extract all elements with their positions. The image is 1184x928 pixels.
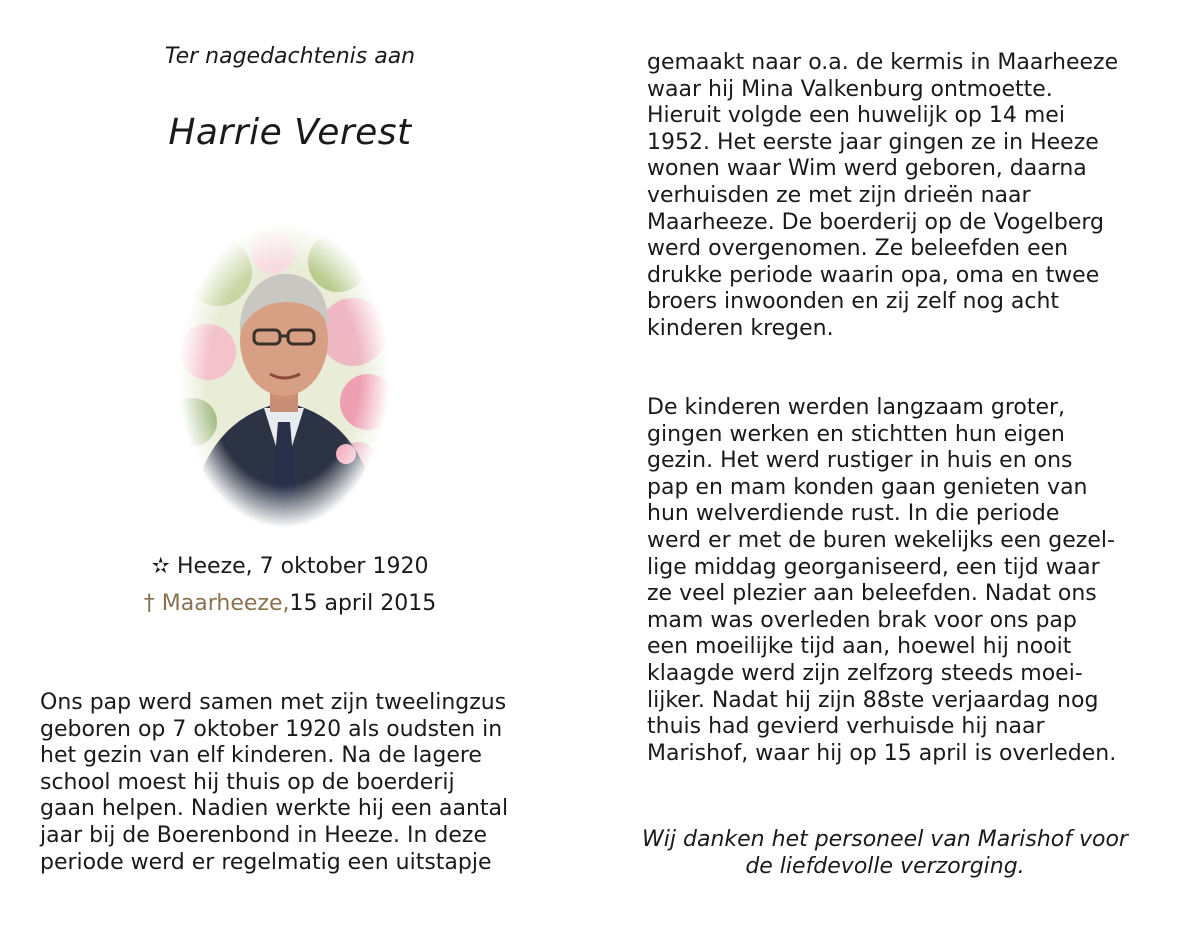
star-icon: ✫ <box>151 554 170 579</box>
deceased-name: Harrie Verest <box>168 112 412 153</box>
bio-line: jaar bij de Boerenbond in Heeze. In deze <box>40 822 487 848</box>
portrait-photo <box>178 222 390 528</box>
bio-line: werd overgenomen. Ze beleefden een <box>647 236 1069 262</box>
bio-line: gingen werken en stichtten hun eigen <box>647 421 1065 447</box>
bio-line: school moest hij thuis op de boerderij <box>40 769 455 795</box>
bio-line: pap en mam konden gaan genieten van <box>647 474 1088 500</box>
bio-line: lijker. Nadat hij zijn 88ste verjaardag nog <box>647 687 1099 713</box>
bio-line: geboren op 7 oktober 1920 als oudsten in <box>40 716 503 742</box>
bio-line: lige middag georganiseerd, een tijd waar <box>647 554 1100 580</box>
thanks-note <box>620 826 1150 880</box>
bio-line: Hieruit volgde een huwelijk op 14 mei <box>647 103 1065 129</box>
bio-line: gemaakt naar o.a. de kermis in Maarheeze <box>647 50 1119 75</box>
bio-line: ze veel plezier aan beleefden. Nadat ons <box>647 581 1097 607</box>
bio-line: wonen waar Wim werd geboren, daarna <box>647 156 1087 182</box>
bio-line: Maarheeze. De boerderij op de Vogelberg <box>647 209 1104 235</box>
bio-line: Marishof, waar hij op 15 april is overleden. <box>647 740 1117 766</box>
dedication-heading: Ter nagedachtenis aan <box>164 44 416 69</box>
bio-line: gaan helpen. Nadien werkte hij een aantal <box>40 796 509 822</box>
biography-right-paragraph-2 <box>647 395 1147 767</box>
birth-line <box>100 554 480 579</box>
bio-line: kinderen kregen. <box>647 315 834 341</box>
death-place: Maarheeze, <box>161 591 290 616</box>
birth-text: Heeze, 7 oktober 1920 <box>176 554 429 579</box>
bio-line: 1952. Het eerste jaar gingen ze in Heeze <box>647 129 1099 155</box>
bio-line: het gezin van elf kinderen. Na de lagere <box>40 743 482 769</box>
biography-right-paragraph-1 <box>647 50 1147 343</box>
bio-line: drukke periode waarin opa, oma en twee <box>647 262 1100 288</box>
bio-line: Ons pap werd samen met zijn tweelingzus <box>40 690 507 715</box>
bio-line: De kinderen werden langzaam groter, <box>647 395 1066 420</box>
bio-line: gezin. Het werd rustiger in huis en ons <box>647 448 1073 474</box>
bio-line: broers inwoonden en zij zelf nog acht <box>647 289 1060 315</box>
bio-line: waar hij Mina Valkenburg ontmoette. <box>647 76 1053 102</box>
cross-icon: † <box>143 591 155 616</box>
biography-left-column <box>40 690 540 876</box>
bio-line: werd er met de buren wekelijks een gezel- <box>647 527 1115 553</box>
bio-line: mam was overleden brak voor ons pap <box>647 607 1077 633</box>
bio-line: periode werd er regelmatig een uitstapje <box>40 849 492 875</box>
bio-line: verhuisden ze met zijn drieën naar <box>647 182 1031 208</box>
thanks-line-1: Wij danken het personeel van Marishof voor <box>642 827 1128 852</box>
bio-line: hun welverdiende rust. In die periode <box>647 501 1060 527</box>
bio-line: thuis had gevierd verhuisde hij naar <box>647 714 1045 740</box>
bio-line: klaagde werd zijn zelfzorg steeds moei- <box>647 660 1083 686</box>
death-date: 15 april 2015 <box>289 591 437 616</box>
bio-line: een moeilijke tijd aan, hoewel hij nooit <box>647 634 1072 660</box>
thanks-line-2: de liefdevolle verzorging. <box>745 854 1025 879</box>
death-line <box>100 591 480 616</box>
